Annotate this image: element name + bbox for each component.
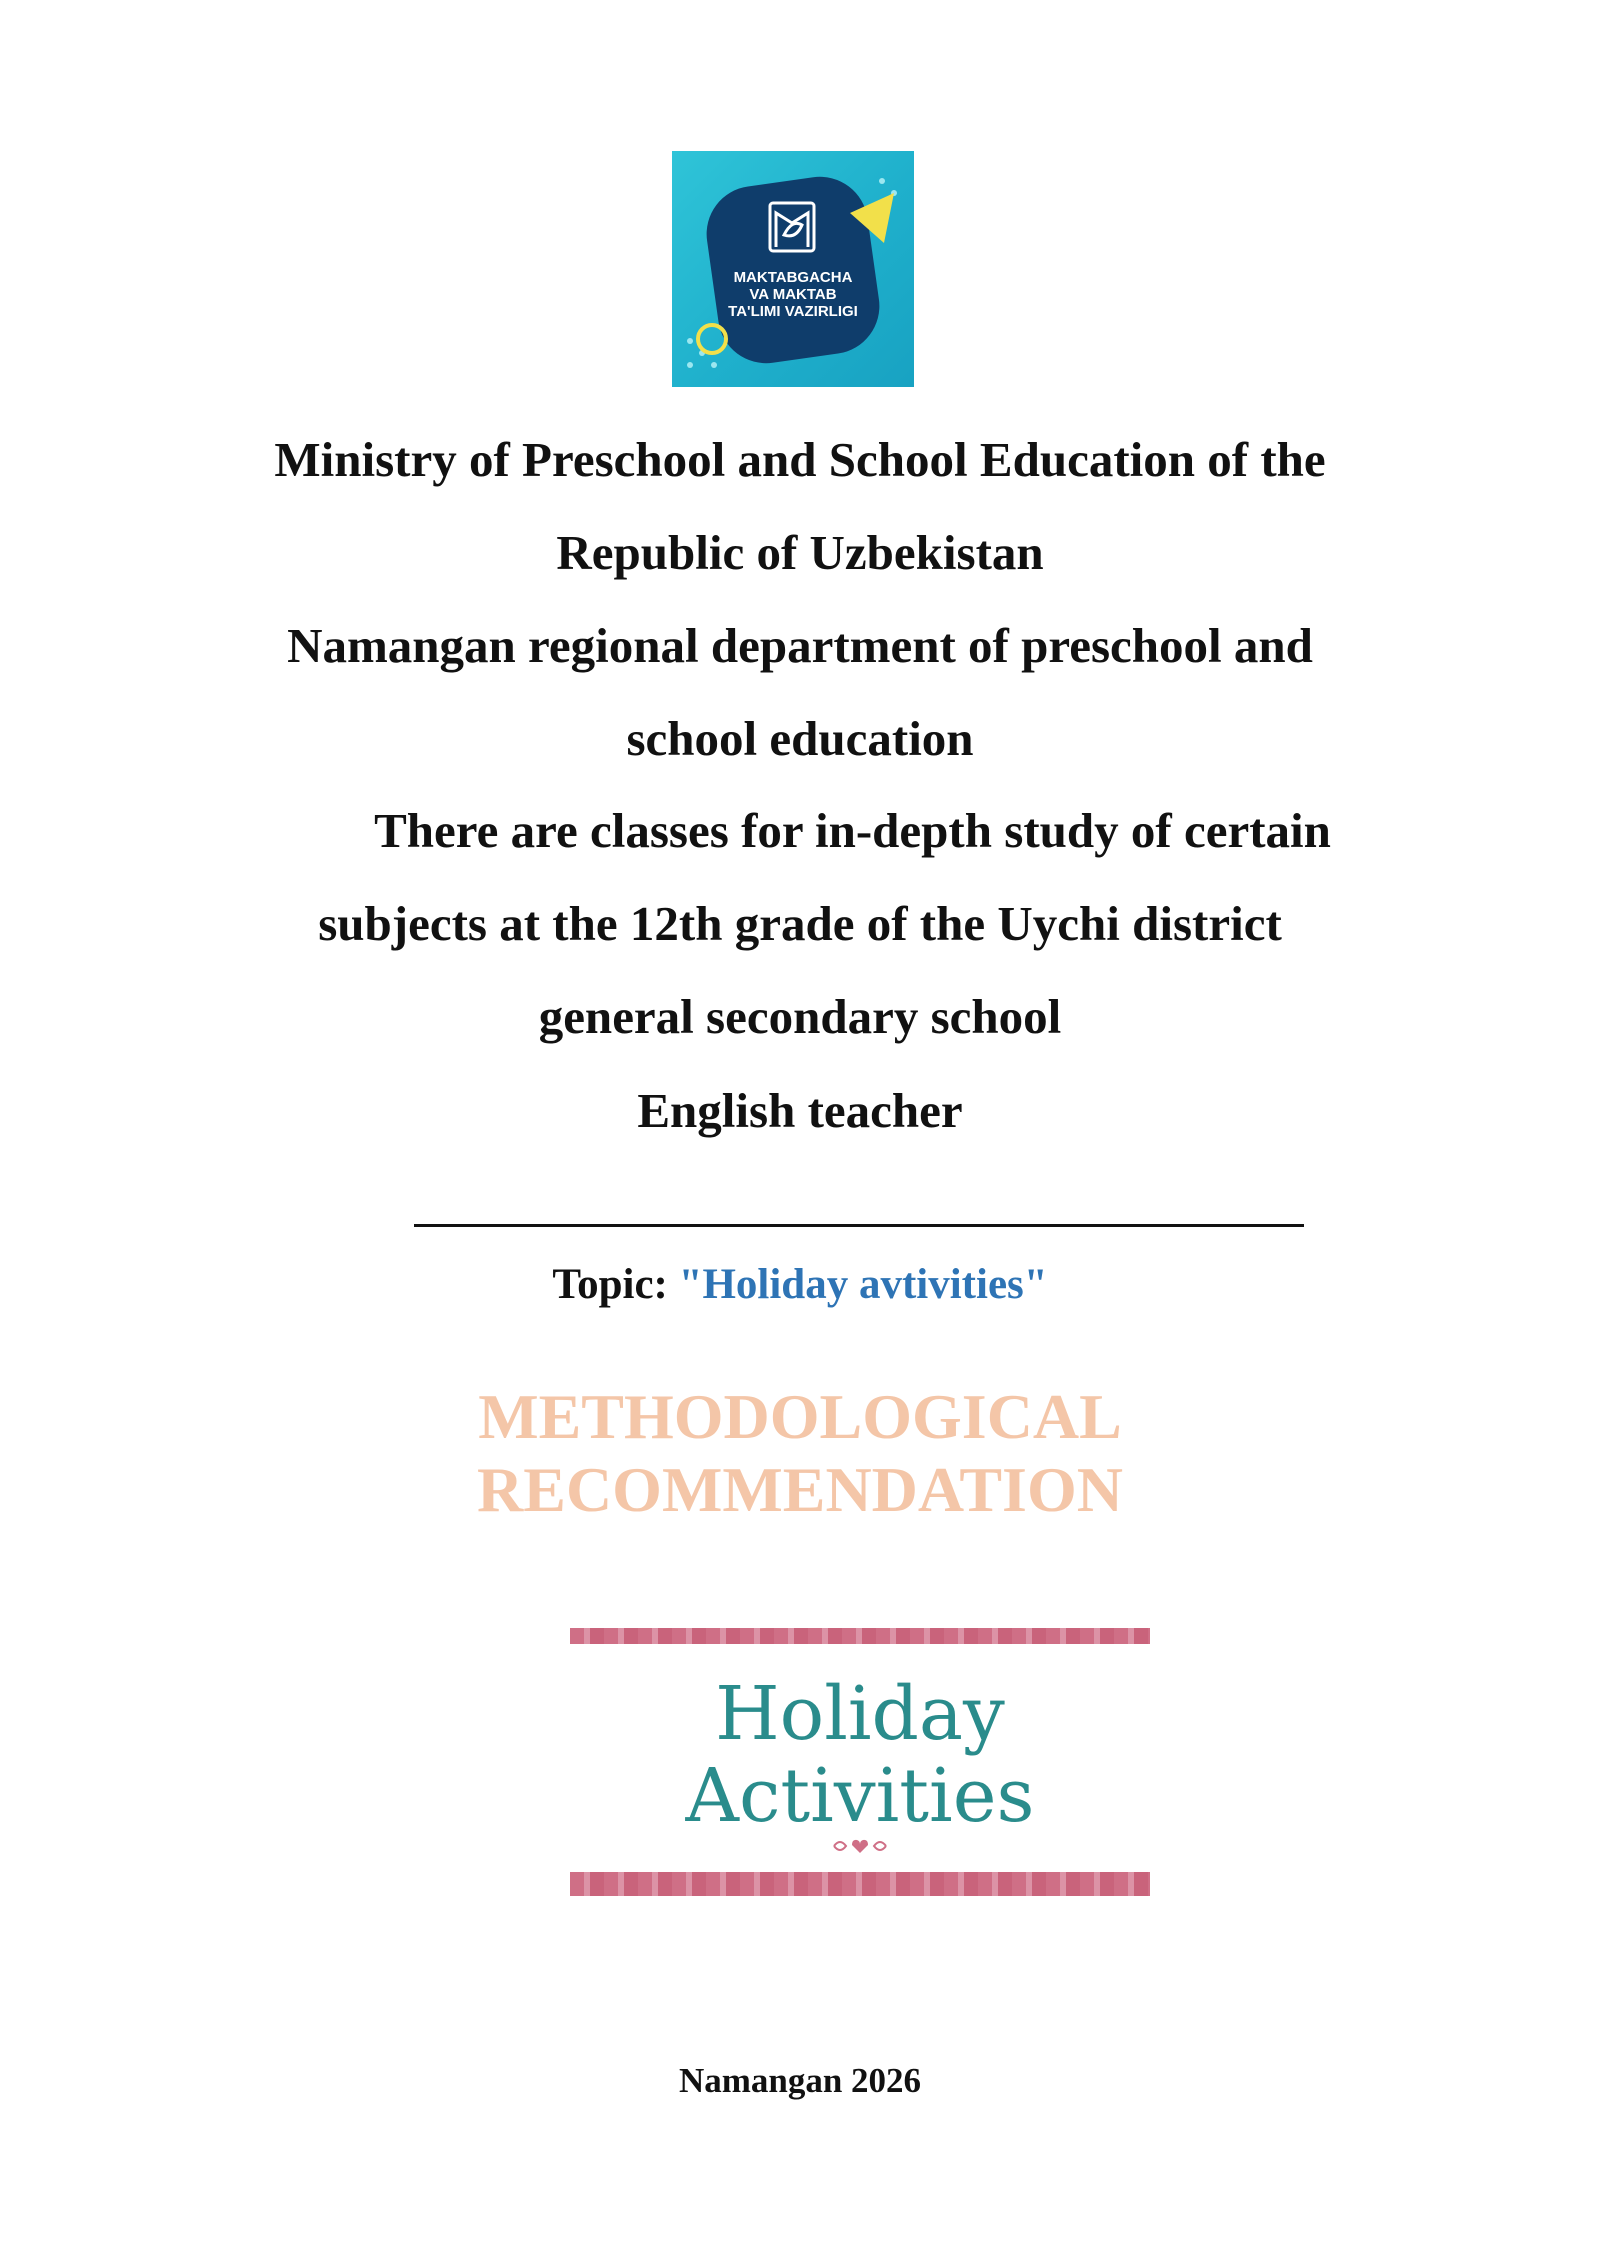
department-heading [0, 599, 1600, 785]
topic-line [0, 1255, 1600, 1315]
role-heading [0, 1064, 1600, 1157]
topic-value: "Holiday avtivities" [678, 1261, 1048, 1308]
department-line-1: Namangan regional department of preschool and [287, 618, 1313, 673]
ministry-line-2: Republic of Uzbekistan [556, 525, 1044, 580]
banner-title-line-1: Holiday [715, 1671, 1005, 1757]
logo-line: VA MAKTAB [749, 286, 837, 303]
logo-line: MAKTABGACHA [733, 269, 853, 286]
document-type-line-1: METHODOLOGICAL [478, 1381, 1122, 1452]
school-line-3: general secondary school [538, 989, 1062, 1044]
holiday-activities-banner [570, 1628, 1150, 1896]
logo-text [672, 269, 914, 320]
footer-place-year: Namangan 2026 [678, 2061, 922, 2100]
document-type-line-2: RECOMMENDATION [477, 1454, 1123, 1525]
banner-top-stripe [570, 1628, 1150, 1644]
banner-bottom-stripe [570, 1872, 1150, 1896]
school-heading [0, 784, 1600, 1063]
logo-line: TA'LIMI VAZIRLIGI [728, 303, 858, 320]
ministry-heading [0, 413, 1600, 599]
topic-label: Topic: [552, 1261, 668, 1308]
name-underline [414, 1224, 1304, 1227]
role-line: English teacher [637, 1083, 963, 1138]
ministry-line-1: Ministry of Preschool and School Education of the [274, 432, 1326, 487]
department-line-2: school education [626, 711, 974, 766]
document-type-title [0, 1380, 1600, 1526]
school-line-1: There are classes for in-depth study of certain [374, 803, 1331, 858]
heart-flourish-icon [830, 1835, 890, 1857]
ministry-logo [672, 151, 914, 387]
banner-title-line-2: Activities [685, 1753, 1035, 1839]
school-line-2: subjects at the 12th grade of the Uychi district [318, 896, 1282, 951]
